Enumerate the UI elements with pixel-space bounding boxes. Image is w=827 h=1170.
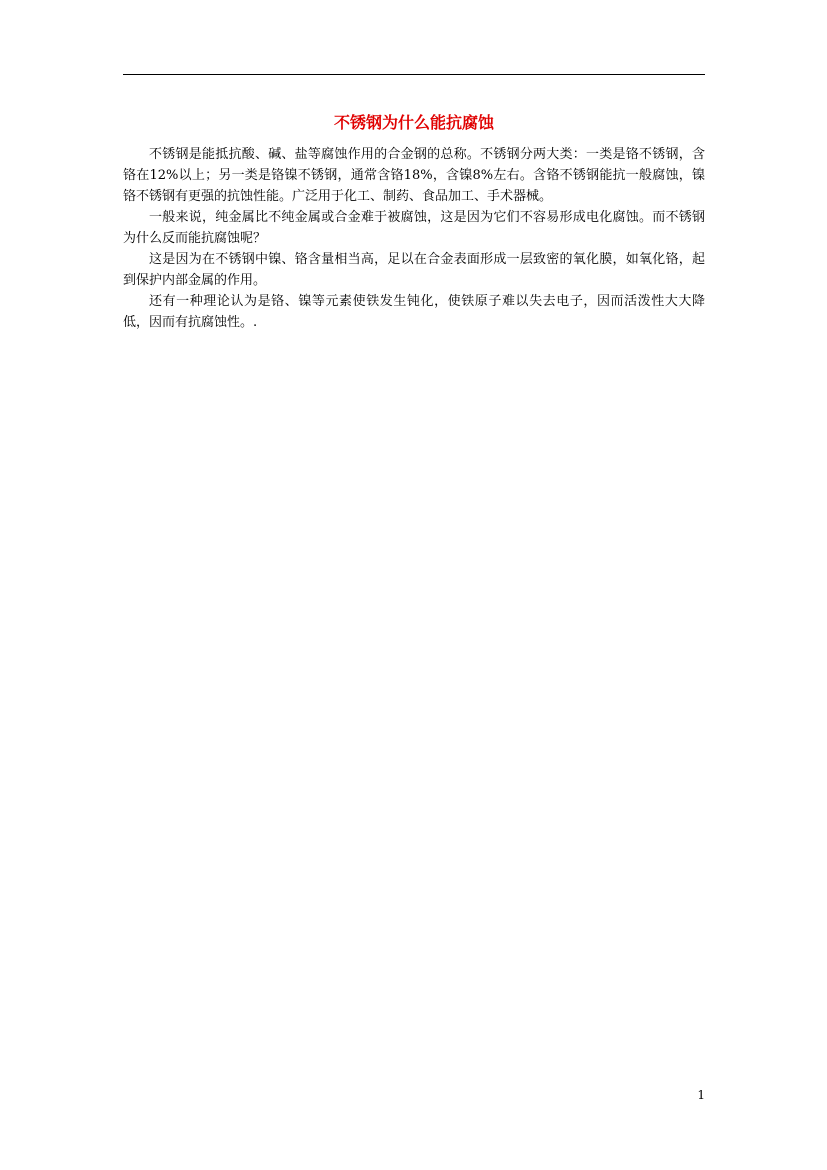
paragraph: 不锈钢是能抵抗酸、碱、盐等腐蚀作用的合金钢的总称。不锈钢分两大类：一类是铬不锈钢，含铬在12%以上；另一类是铬镍不锈钢，通常含铬18%，含镍8%左右。含铬不锈钢能抗一般腐蚀，镍铬不锈钢有更强的抗蚀性能。广泛用于化工、制药、食品加工、手术器械。 <box>123 147 705 204</box>
paragraph: 还有一种理论认为是铬、镍等元素使铁发生钝化，使铁原子难以失去电子，因而活泼性大大降低，因而有抗腐蚀性。. <box>123 294 705 330</box>
paragraph: 这是因为在不锈钢中镍、铬含量相当高，足以在合金表面形成一层致密的氧化膜，如氧化铬，起到保护内部金属的作用。 <box>123 252 705 288</box>
document-body <box>123 144 705 333</box>
paragraph: 一般来说，纯金属比不纯金属或合金难于被腐蚀，这是因为它们不容易形成电化腐蚀。而不锈钢为什么反而能抗腐蚀呢？ <box>123 210 705 246</box>
document-title: 不锈钢为什么能抗腐蚀 <box>333 113 494 132</box>
page-number: 1 <box>697 1088 705 1102</box>
header-rule <box>123 74 705 75</box>
